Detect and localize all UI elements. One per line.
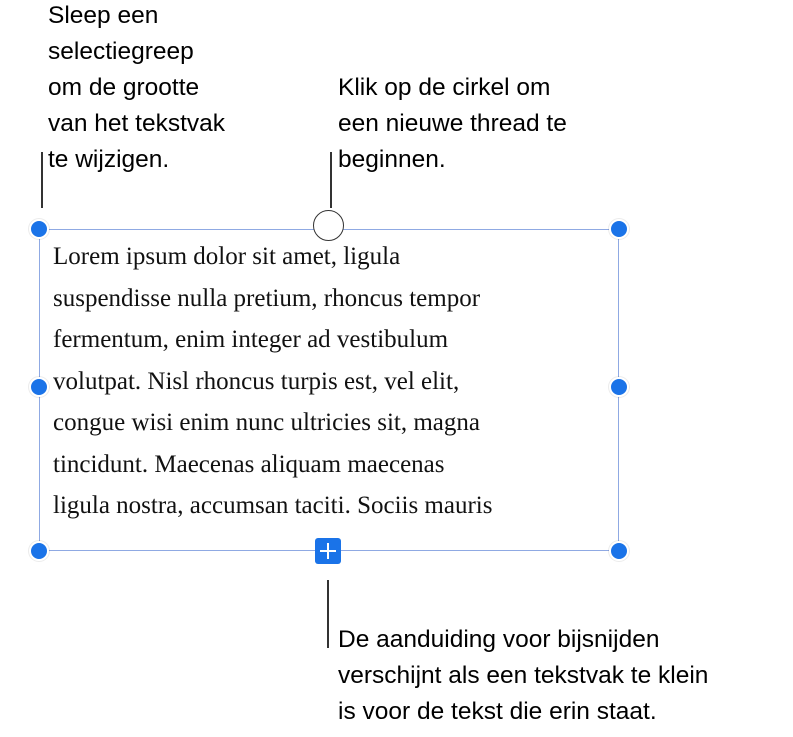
callout-clipping-instructions bbox=[338, 622, 708, 730]
text-line: volutpat. Nisl rhoncus turpis est, vel elit, bbox=[53, 367, 460, 395]
callout-thread-line: een nieuwe thread te bbox=[338, 110, 567, 137]
clipping-indicator-plus-icon[interactable] bbox=[315, 538, 341, 564]
selection-handle-middle-right-icon[interactable] bbox=[609, 377, 629, 397]
leader-line-thread bbox=[330, 152, 332, 208]
callout-clip-line: De aanduiding voor bijsnijden bbox=[338, 626, 660, 653]
new-thread-circle-icon[interactable] bbox=[313, 210, 344, 241]
text-line: suspendisse nulla pretium, rhoncus tempor bbox=[53, 284, 481, 312]
callout-resize-line: selectiegreep bbox=[48, 38, 194, 65]
callout-thread-line: Klik op de cirkel om bbox=[338, 74, 551, 101]
callout-resize-instructions bbox=[48, 0, 225, 178]
callout-clip-line: is voor de tekst die erin staat. bbox=[338, 698, 657, 725]
selection-handle-top-left-icon[interactable] bbox=[29, 219, 49, 239]
callout-resize-line: te wijzigen. bbox=[48, 146, 170, 173]
callout-resize-line: Sleep een bbox=[48, 2, 159, 29]
leader-line-clip bbox=[327, 580, 329, 648]
callout-new-thread-instructions bbox=[338, 70, 567, 178]
selection-handle-top-right-icon[interactable] bbox=[609, 219, 629, 239]
text-box-content[interactable] bbox=[53, 236, 613, 527]
callout-resize-line: van het tekstvak bbox=[48, 110, 226, 137]
text-line: congue wisi enim nunc ultricies sit, magna bbox=[53, 409, 480, 436]
text-line: Lorem ipsum dolor sit amet, ligula bbox=[53, 243, 401, 270]
plus-vertical-bar bbox=[327, 543, 329, 559]
callout-clip-line: verschijnt als een tekstvak te klein bbox=[338, 662, 709, 689]
selection-handle-bottom-right-icon[interactable] bbox=[609, 541, 629, 561]
text-line: fermentum, enim integer ad vestibulum bbox=[53, 326, 449, 353]
callout-thread-line: beginnen. bbox=[338, 146, 446, 173]
text-line: ligula nostra, accumsan taciti. Sociis mauris bbox=[53, 492, 493, 519]
callout-resize-line: om de grootte bbox=[48, 74, 200, 101]
leader-line-resize bbox=[41, 152, 43, 208]
selection-handle-middle-left-icon[interactable] bbox=[29, 377, 49, 397]
text-line: tincidunt. Maecenas aliquam maecenas bbox=[53, 450, 445, 478]
selection-handle-bottom-left-icon[interactable] bbox=[29, 541, 49, 561]
